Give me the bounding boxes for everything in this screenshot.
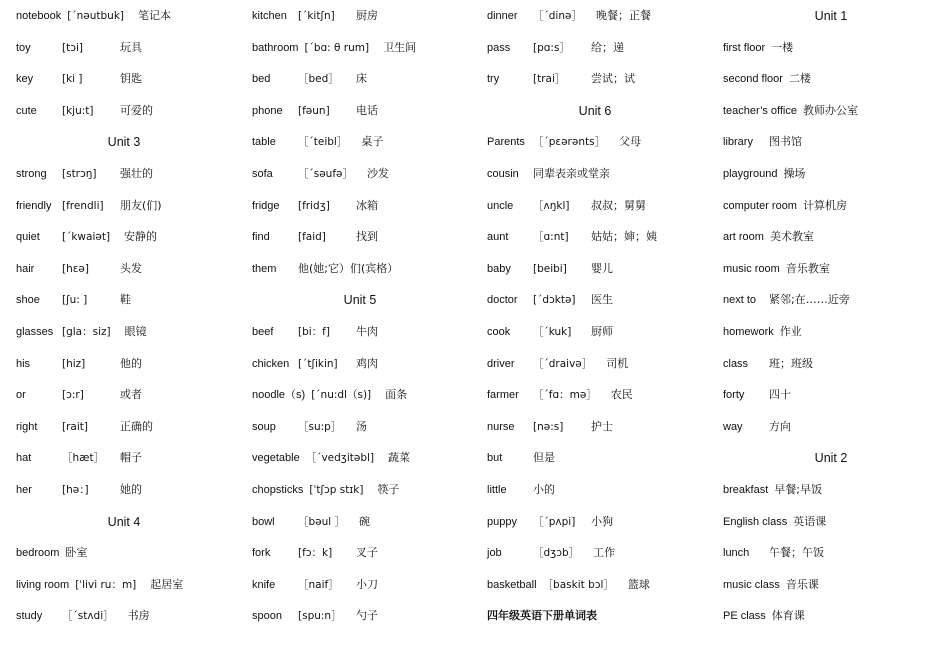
phonetic: [kju:t] [62, 104, 94, 117]
chinese-meaning: 她的 [120, 482, 142, 496]
english-word: hair [16, 262, 35, 275]
vocab-entry [252, 63, 484, 95]
vocab-entry [252, 253, 484, 285]
phonetic: ［su:p］ [298, 420, 342, 433]
vocab-entry [487, 0, 719, 32]
vocab-entry [487, 284, 719, 316]
vocab-entry [16, 158, 248, 190]
phonetic: ［dʒɔb］ [533, 547, 580, 560]
phonetic: ［ˊdraivə］ [533, 357, 593, 370]
chinese-meaning: 方向 [769, 419, 791, 433]
vocab-entry [487, 506, 719, 538]
phonetic: [frendli] [62, 199, 104, 212]
english-word: kitchen [252, 10, 287, 22]
english-word: noodle（s) [252, 389, 306, 402]
english-word: but [487, 452, 503, 465]
english-word: forty [723, 389, 745, 402]
chinese-meaning: 图书馆 [769, 135, 802, 149]
chinese-meaning: 厨师 [591, 324, 613, 338]
phonetic: [ki ] [62, 73, 83, 86]
english-word: toy [16, 41, 31, 54]
chinese-meaning: 强壮的 [120, 166, 153, 180]
chinese-meaning: 同辈表亲或堂亲 [533, 166, 610, 180]
vocab-entry [723, 190, 950, 222]
chinese-meaning: 司机 [606, 356, 629, 370]
chinese-meaning: 一楼 [771, 40, 794, 54]
phonetic: ［ˊkuk] [533, 325, 572, 338]
phonetic: ［ˊpεərənts］ [533, 136, 606, 149]
chinese-meaning: 二楼 [788, 72, 811, 86]
chinese-meaning: 音乐课 [785, 577, 819, 591]
english-word: pass [487, 41, 511, 54]
chinese-meaning: 紧邻;在……近旁 [769, 293, 850, 307]
phonetic: [hə：] [62, 483, 89, 496]
vocab-entry [487, 442, 719, 474]
phonetic: [ˊkwaiət] [62, 231, 111, 244]
phonetic: ［bəul ］ [298, 515, 346, 528]
english-word: breakfast [723, 483, 769, 496]
english-word: baby [487, 262, 511, 275]
unit-heading: Unit 5 [343, 293, 377, 308]
chinese-meaning: 冰箱 [356, 198, 378, 212]
chinese-meaning: 可爱的 [120, 103, 153, 117]
english-word: fridge [252, 199, 280, 212]
chinese-meaning: 父母 [619, 135, 642, 149]
english-word: doctor [487, 294, 518, 307]
phonetic: [fɔ：k] [298, 547, 333, 560]
phonetic: [spu:n］ [298, 610, 342, 623]
chinese-meaning: 眼镜 [124, 324, 147, 338]
chinese-meaning: 班；班级 [769, 356, 813, 370]
unit-heading: Unit 3 [107, 135, 141, 150]
chinese-meaning: 玩具 [120, 40, 142, 54]
document-title: 四年级英语下册单词表 [487, 609, 597, 623]
phonetic: ［ˊteibl］ [298, 136, 348, 149]
vocab-entry [16, 411, 248, 443]
vocab-entry [487, 316, 719, 348]
vocab-column-3 [487, 0, 719, 632]
vocab-entry [487, 253, 719, 285]
chinese-meaning: 鸡肉 [356, 356, 378, 370]
english-word: try [487, 73, 500, 86]
vocab-entry [723, 506, 950, 538]
vocab-entry [723, 32, 950, 64]
chinese-meaning: 碗 [359, 514, 371, 528]
english-word: spoon [252, 610, 282, 623]
english-word: bed [252, 73, 271, 86]
vocab-entry [723, 348, 950, 380]
chinese-meaning: 工作 [593, 546, 616, 560]
chinese-meaning: 卫生间 [383, 40, 417, 54]
chinese-meaning: 晚餐；正餐 [595, 9, 651, 22]
chinese-meaning: 帽子 [120, 451, 142, 465]
vocab-entry [487, 63, 719, 95]
phonetic: [pɑ:s］ [533, 41, 570, 54]
vocab-entry [252, 316, 484, 348]
vocab-entry [252, 348, 484, 380]
english-word: bedroom [16, 547, 60, 560]
chinese-meaning: 书房 [127, 609, 150, 623]
chinese-meaning: 头发 [120, 261, 142, 275]
vocab-entry [16, 316, 248, 348]
chinese-meaning: 安静的 [124, 230, 158, 244]
chinese-meaning: 教师办公室 [803, 103, 858, 117]
chinese-meaning: 但是 [533, 451, 555, 465]
vocab-entry [723, 221, 950, 253]
chinese-meaning: 四十 [769, 388, 791, 402]
vocab-entry [723, 537, 950, 569]
english-word: music class [723, 578, 780, 591]
chinese-meaning: 鞋 [120, 293, 131, 307]
phonetic: [ʃu: ] [62, 294, 88, 307]
english-word: class [723, 357, 749, 370]
phonetic: [fridʒ] [298, 199, 330, 212]
phonetic: [hεə] [62, 262, 89, 275]
english-word: knife [252, 578, 276, 591]
vocab-entry [723, 316, 950, 348]
english-word: notebook [16, 10, 62, 22]
phonetic: [ˈtʃɔp stɪk] [309, 483, 364, 496]
vocab-entry [252, 32, 484, 64]
english-word: puppy [487, 515, 517, 528]
english-word: English class [723, 515, 788, 528]
vocab-entry [487, 190, 719, 222]
phonetic: [ˊkitʃn] [298, 10, 335, 22]
english-word: second floor [723, 73, 783, 86]
phonetic: [nə:s] [533, 420, 564, 433]
vocab-entry [487, 221, 719, 253]
english-word: his [16, 357, 31, 370]
english-word: chopsticks [252, 483, 304, 496]
vocab-entry [487, 474, 719, 506]
vocab-entry [16, 474, 248, 506]
english-word: lunch [723, 547, 750, 560]
chinese-meaning: 小刀 [356, 577, 378, 591]
chinese-meaning: 姑姑；婶；姨 [591, 230, 657, 244]
chinese-meaning: 笔记本 [138, 9, 171, 22]
vocab-entry [723, 63, 950, 95]
phonetic: ［ˊvedʒitəbl] [305, 452, 375, 465]
english-word: her [16, 483, 32, 496]
phonetic: ［bed］ [298, 73, 339, 86]
chinese-meaning: 蔬菜 [388, 451, 411, 465]
english-word: table [252, 136, 276, 149]
phonetic: [strɔŋ] [62, 167, 97, 180]
chinese-meaning: 汤 [356, 419, 367, 433]
english-word: or [16, 389, 26, 402]
unit-heading: Unit 6 [578, 103, 612, 118]
chinese-meaning: 午餐；午饭 [769, 546, 824, 560]
vocab-entry [252, 569, 484, 601]
vocab-entry [723, 411, 950, 443]
chinese-meaning: 英语课 [793, 514, 827, 528]
chinese-meaning: 找到 [356, 230, 378, 244]
chinese-meaning: 美术教室 [769, 230, 814, 244]
chinese-meaning: 早餐;早饭 [774, 482, 822, 496]
chinese-meaning: 朋友(们) [120, 198, 162, 212]
english-word: little [487, 483, 507, 496]
chinese-meaning: 牛肉 [356, 324, 378, 338]
vocab-entry [252, 126, 484, 158]
english-word: fork [252, 547, 271, 560]
english-word: teacher’s office [723, 104, 797, 117]
vocab-entry [487, 379, 719, 411]
vocab-entry [723, 379, 950, 411]
unit-heading: Unit 1 [814, 9, 848, 23]
english-word: strong [16, 167, 47, 180]
phonetic: ［baskit bɔl］ [542, 578, 614, 591]
vocab-entry [252, 0, 484, 32]
chinese-meaning: 起居室 [150, 577, 184, 591]
vocab-entry [16, 0, 248, 32]
english-word: way [723, 420, 743, 433]
phonetic: [ˊnu:dl（s)] [311, 389, 372, 402]
english-word: bowl [252, 515, 275, 528]
english-word: art room [723, 231, 764, 244]
english-word: them [252, 262, 277, 275]
chinese-meaning: 叉子 [356, 546, 378, 560]
vocab-entry [252, 600, 484, 632]
chinese-meaning: 卧室 [65, 546, 88, 560]
chinese-meaning: 农民 [610, 388, 633, 402]
english-word: glasses [16, 325, 54, 338]
chinese-meaning: 操场 [783, 166, 806, 180]
vocab-entry [252, 474, 484, 506]
english-word: cousin [487, 167, 519, 180]
phonetic: ［ˊsəufə］ [298, 167, 353, 180]
vocab-entry [252, 221, 484, 253]
vocab-entry [487, 411, 719, 443]
chinese-meaning: 尝试；试 [591, 72, 635, 86]
phonetic: ［naif］ [298, 578, 339, 591]
phonetic: [ˊtʃikin] [298, 357, 338, 370]
english-word: key [16, 73, 34, 86]
phonetic: [tɔi] [62, 41, 83, 54]
chinese-meaning: 护士 [591, 419, 613, 433]
english-word: dinner [487, 10, 518, 22]
phonetic: [trai］ [533, 73, 566, 86]
english-word: computer room [723, 199, 797, 212]
chinese-meaning: 叔叔；舅舅 [591, 198, 646, 212]
chinese-meaning: 医生 [591, 293, 613, 307]
english-word: shoe [16, 294, 40, 307]
english-word: PE class [723, 610, 766, 623]
chinese-meaning: 厨房 [356, 9, 378, 22]
vocab-entry [252, 190, 484, 222]
english-word: cute [16, 104, 37, 117]
chinese-meaning: 沙发 [367, 166, 389, 180]
vocab-entry [487, 158, 719, 190]
vocab-entry [16, 569, 248, 601]
chinese-meaning: 筷子 [377, 482, 400, 496]
english-word: chicken [252, 357, 290, 370]
vocab-entry [487, 348, 719, 380]
vocab-entry [723, 569, 950, 601]
vocab-entry [723, 474, 950, 506]
vocab-entry [16, 537, 248, 569]
phonetic: [ˊnəutbuk] [67, 10, 124, 22]
chinese-meaning: 他(她;它）们(宾格） [298, 261, 399, 275]
english-word: aunt [487, 231, 509, 244]
chinese-meaning: 小狗 [591, 514, 613, 528]
english-word: homework [723, 325, 774, 338]
phonetic: [ˈlivi ru：m] [75, 578, 137, 591]
chinese-meaning: 小的 [533, 482, 555, 496]
english-word: bathroom [252, 41, 299, 54]
chinese-meaning: 音乐教室 [785, 261, 830, 275]
vocab-entry [252, 95, 484, 127]
english-word: first floor [723, 41, 766, 54]
vocab-entry [487, 569, 719, 601]
phonetic: ［ˊdinə］ [533, 10, 582, 22]
phonetic: ［ˊstʌdi］ [62, 610, 114, 623]
chinese-meaning: 体育课 [771, 609, 805, 623]
vocab-entry [723, 126, 950, 158]
english-word: Parents [487, 136, 525, 149]
english-word: library [723, 136, 753, 149]
phonetic: ［hæt］ [62, 452, 105, 465]
vocab-entry [723, 253, 950, 285]
chinese-meaning: 钥匙 [120, 72, 142, 86]
phonetic: [ɔ:r] [62, 389, 84, 402]
phonetic: [rait] [62, 420, 88, 433]
phonetic: [faid] [298, 231, 326, 244]
vocab-column-1 [16, 0, 248, 632]
phonetic: ［ˊfɑ：mə］ [533, 389, 597, 402]
english-word: farmer [487, 389, 519, 402]
chinese-meaning: 婴儿 [591, 261, 613, 275]
english-word: next to [723, 294, 757, 307]
unit-heading: Unit 2 [814, 451, 848, 466]
chinese-meaning: 正确的 [120, 419, 153, 433]
chinese-meaning: 床 [356, 72, 367, 86]
vocab-entry [16, 379, 248, 411]
vocab-entry [16, 32, 248, 64]
english-word: playground [723, 167, 778, 180]
chinese-meaning: 面条 [385, 388, 408, 402]
vocab-entry [16, 348, 248, 380]
chinese-meaning: 电话 [356, 103, 378, 117]
chinese-meaning: 计算机房 [802, 198, 847, 212]
vocab-column-4 [723, 0, 950, 632]
english-word: uncle [487, 199, 514, 212]
unit-heading: Unit 4 [107, 514, 141, 529]
vocab-entry [252, 379, 484, 411]
phonetic: ［ɑ:nt] [533, 231, 569, 244]
vocab-entry [487, 537, 719, 569]
vocab-entry [16, 600, 248, 632]
phonetic: ［ˊpʌpi] [533, 515, 576, 528]
phonetic: [ˊbɑ: θ rum] [304, 41, 370, 54]
english-word: beef [252, 325, 274, 338]
vocab-entry [252, 442, 484, 474]
chinese-meaning: 给；递 [591, 40, 624, 54]
vocab-entry [252, 537, 484, 569]
phonetic: [hiz] [62, 357, 86, 370]
phonetic: [ˊdɔktə] [533, 294, 576, 307]
vocab-entry [487, 32, 719, 64]
chinese-meaning: 他的 [120, 356, 142, 370]
english-word: sofa [252, 167, 273, 180]
phonetic: [bi：f] [298, 325, 330, 338]
english-word: soup [252, 420, 276, 433]
english-word: nurse [487, 420, 515, 433]
vocab-entry [16, 442, 248, 474]
vocab-entry [723, 95, 950, 127]
vocab-entry [16, 253, 248, 285]
english-word: basketball [487, 578, 537, 591]
english-word: hat [16, 452, 32, 465]
vocab-entry [16, 190, 248, 222]
vocab-entry [16, 284, 248, 316]
english-word: cook [487, 325, 511, 338]
english-word: phone [252, 104, 283, 117]
english-word: job [487, 547, 502, 560]
english-word: right [16, 420, 38, 433]
vocab-entry [487, 126, 719, 158]
phonetic: [fəun] [298, 104, 330, 117]
chinese-meaning: 勺子 [356, 609, 378, 623]
vocab-column-2 [252, 0, 484, 632]
english-word: living room [16, 578, 70, 591]
chinese-meaning: 作业 [779, 324, 802, 338]
vocab-entry [16, 95, 248, 127]
english-word: find [252, 231, 270, 244]
chinese-meaning: 或者 [120, 388, 142, 402]
vocab-entry [723, 158, 950, 190]
vocab-entry [252, 411, 484, 443]
vocab-entry [723, 284, 950, 316]
english-word: driver [487, 357, 515, 370]
phonetic: ［ʌŋkl] [533, 199, 570, 212]
english-word: quiet [16, 231, 40, 244]
vocab-entry [252, 506, 484, 538]
english-word: music room [723, 262, 780, 275]
vocab-entry [16, 63, 248, 95]
vocab-entry [723, 600, 950, 632]
vocab-entry [252, 158, 484, 190]
english-word: friendly [16, 199, 52, 212]
chinese-meaning: 桌子 [361, 135, 384, 149]
english-word: vegetable [252, 452, 300, 465]
english-word: study [16, 610, 43, 623]
chinese-meaning: 篮球 [627, 577, 650, 591]
phonetic: [beibi] [533, 262, 567, 275]
vocab-entry [16, 221, 248, 253]
phonetic: [gla：siz] [62, 325, 111, 338]
